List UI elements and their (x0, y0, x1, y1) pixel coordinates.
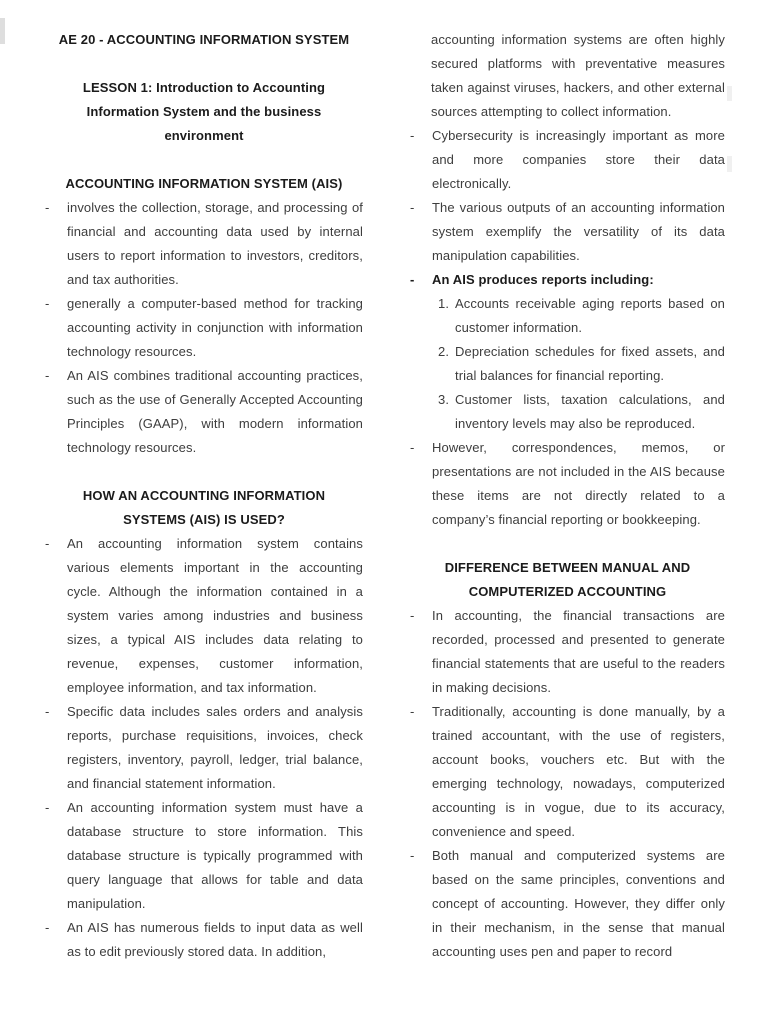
section-heading-difference: DIFFERENCE BETWEEN MANUAL AND COMPUTERIZED ACCOUNTING (444, 560, 691, 599)
bullet-text: An AIS combines traditional accounting practices, such as the use of Generally Accepted Accounting Principles (GAAP), with modern information technology resources. (67, 368, 363, 455)
list-item (410, 700, 725, 844)
bullet-text: Cybersecurity is increasingly important as more and more companies store their data electronically. (432, 128, 725, 191)
dash-marker: - (45, 800, 50, 815)
list-item (410, 604, 725, 700)
ais-bullet-list (45, 196, 363, 460)
bullet-text: An accounting information system must have a database structure to store information. This database structure is typically programmed with query language that allows for table and data manipulation. (67, 800, 363, 911)
dash-marker: - (45, 536, 50, 551)
list-item (410, 844, 725, 964)
usage-bullet-list (45, 532, 363, 964)
list-item (45, 916, 363, 964)
dash-marker: - (45, 704, 50, 719)
dash-marker: - (410, 704, 415, 719)
dash-marker: - (410, 128, 415, 143)
bullet-text: involves the collection, storage, and processing of financial and accounting data used by internal users to report information to investors, creditors, and tax authorities. (67, 200, 363, 287)
lesson-heading: LESSON 1: Introduction to Accounting Information System and the business environment (82, 80, 326, 143)
bullet-text: An accounting information system contains various elements important in the accounting cycle. Although the information contained in a system varies among industries and business sizes, a typical AIS includes data relating to revenue, expenses, customer information, employee information, and tax information. (67, 536, 363, 695)
difference-bullet-list (410, 604, 725, 964)
dash-marker: - (410, 200, 415, 215)
document-title: AE 20 - ACCOUNTING INFORMATION SYSTEM (58, 32, 350, 47)
list-item (410, 196, 725, 268)
item-number: 2. (438, 344, 450, 359)
dash-marker: - (45, 296, 50, 311)
dash-marker: - (410, 272, 415, 287)
reports-heading-item (410, 268, 725, 292)
bullet-text: The various outputs of an accounting information system exemplify the versatility of its data manipulation capabilities. (432, 200, 725, 263)
list-item (45, 532, 363, 700)
dash-marker: - (45, 920, 50, 935)
section-heading-ais: ACCOUNTING INFORMATION SYSTEM (AIS) (65, 176, 343, 191)
list-item (45, 196, 363, 292)
bullet-text: In accounting, the financial transactions are recorded, processed and presented to generate financial statements that are useful to the readers in making decisions. (432, 608, 725, 695)
list-item (45, 364, 363, 460)
numbered-item (438, 292, 725, 340)
right-column (410, 28, 725, 1024)
dash-marker: - (410, 608, 415, 623)
item-text: Customer lists, taxation calculations, and inventory levels may also be reproduced. (455, 392, 725, 431)
outputs-bullet-list (410, 124, 725, 292)
item-text: Accounts receivable aging reports based on customer information. (455, 296, 725, 335)
dash-marker: - (45, 368, 50, 383)
list-item (410, 124, 725, 196)
scan-artifact (0, 18, 5, 44)
list-item (45, 796, 363, 916)
list-item (45, 700, 363, 796)
numbered-item (438, 340, 725, 388)
numbered-item (438, 388, 725, 436)
left-column (45, 28, 363, 1024)
list-item (410, 436, 725, 532)
bullet-text: An AIS produces reports including: (432, 272, 654, 287)
item-number: 1. (438, 296, 450, 311)
bullet-text: Traditionally, accounting is done manually, by a trained accountant, with the use of registers, account books, vouchers etc. But with the emerging technology, nowadays, computerized accounting is in vogue, due to its accuracy, convenience and speed. (432, 704, 725, 839)
dash-marker: - (410, 440, 415, 455)
however-bullet-list (410, 436, 725, 532)
section-heading-how-used: HOW AN ACCOUNTING INFORMATION SYSTEMS (AIS) IS USED? (82, 488, 326, 527)
bullet-text: Specific data includes sales orders and analysis reports, purchase requisitions, invoices, check registers, inventory, payroll, ledger, trial balance, and financial statement information. (67, 704, 363, 791)
item-number: 3. (438, 392, 450, 407)
item-text: Depreciation schedules for fixed assets, and trial balances for financial reporting. (455, 344, 725, 383)
scan-artifact (727, 86, 732, 101)
bullet-text: However, correspondences, memos, or presentations are not included in the AIS because these items are not directly related to a company’s financial reporting or bookkeeping. (432, 440, 725, 527)
bullet-text: Both manual and computerized systems are based on the same principles, conventions and concept of accounting. However, they differ only in their mechanism, in the sense that manual accounting uses pen and paper to record (432, 848, 725, 959)
continuation-paragraph: accounting information systems are often highly secured platforms with preventative measures taken against viruses, hackers, and other external sources attempting to collect information. (431, 32, 725, 119)
reports-numbered-list (410, 292, 725, 436)
scan-artifact (727, 156, 732, 172)
bullet-text: generally a computer-based method for tracking accounting activity in conjunction with information technology resources. (67, 296, 363, 359)
list-item (45, 292, 363, 364)
dash-marker: - (410, 848, 415, 863)
dash-marker: - (45, 200, 50, 215)
bullet-text: An AIS has numerous fields to input data as well as to edit previously stored data. In addition, (67, 920, 363, 959)
